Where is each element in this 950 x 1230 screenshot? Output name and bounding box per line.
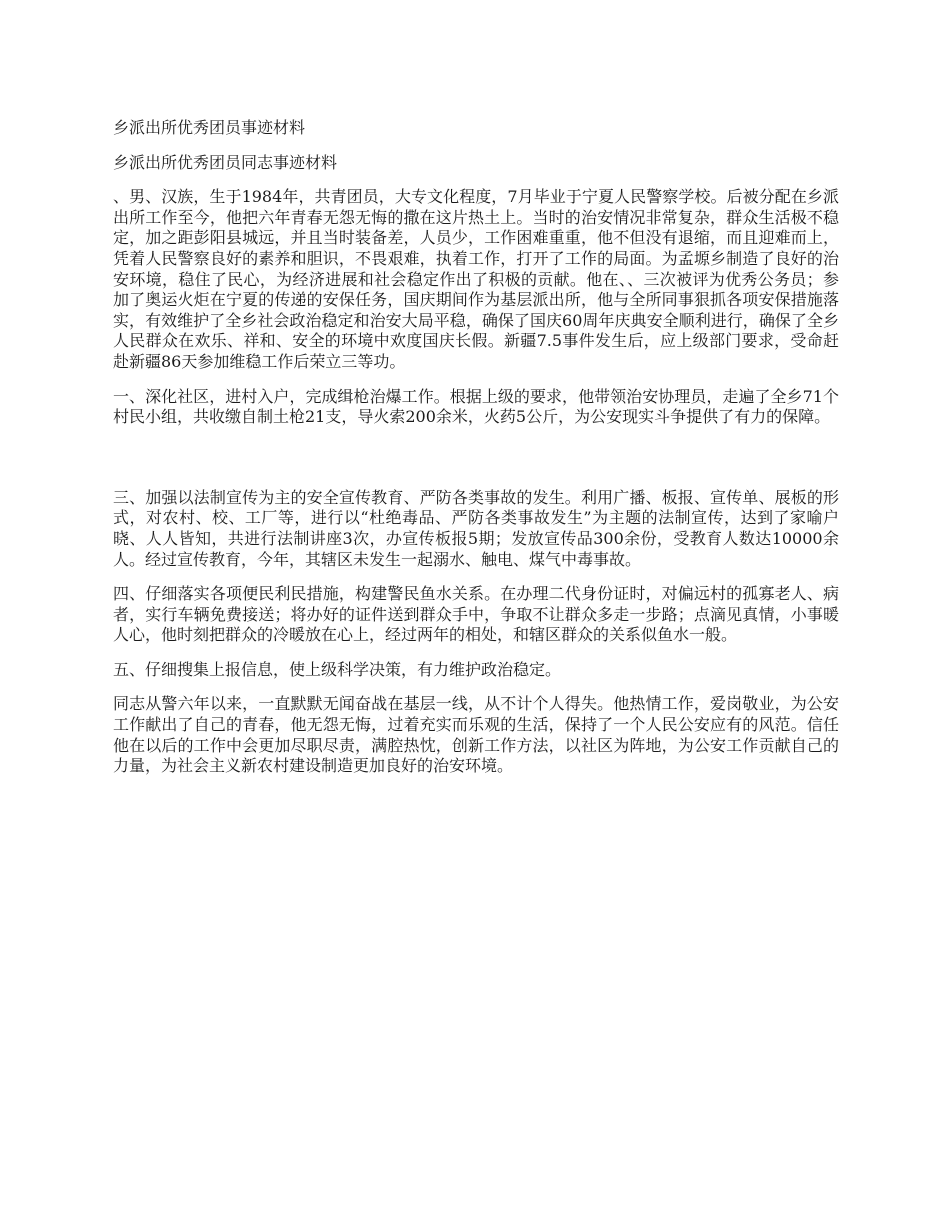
blank-gap — [113, 442, 839, 488]
document-title: 乡派出所优秀团员事迹材料 — [113, 118, 306, 137]
paragraph-section-3: 三、加强以法制宣传为主的安全宣传教育、严防各类事故的发生。利用广播、板报、宣传单、展板的形式，对农村、校、工厂等，进行以“杜绝毒品、严防各类事故发生”为主题的法制宣传，达到了家喻户晓、人人皆知，共进行法制讲座3次，办宣传板报5期；发放宣传品300余份，受教育人数达10000余人。经过宣传教育，今年，其辖区未发生一起溺水、触电、煤气中毒事故。 — [113, 487, 839, 569]
document-subtitle: 乡派出所优秀团员同志事迹材料 — [113, 152, 338, 172]
paragraph-intro: 、男、汉族，生于1984年，共青团员，大专文化程度，7月毕业于宁夏人民警察学校。后被分配在乡派出所工作至今，他把六年青春无怨无悔的撒在这片热土上。当时的治安情况非常复杂，群众生活极不稳定，加之距彭阳县城远，并且当时装备差，人员少，工作困难重重，他不但没有退缩，而且迎难而上，凭着人民警察良好的素养和胆识，不畏艰难，执着工作，打开了工作的局面。为孟塬乡制造了良好的治安环境，稳住了民心，为经济进展和社会稳定作出了积极的贡献。他在、、三次被评为优秀公务员；参加了奥运火炬在宁夏的传递的安保任务，国庆期间作为基层派出所，他与全所同事狠抓各项安保措施落实，有效维护了全乡社会政治稳定和治安大局平稳，确保了国庆60周年庆典安全顺利进行，确保了全乡人民群众在欢乐、祥和、安全的环境中欢度国庆长假。新疆7.5事件发生后，应上级部门要求，受命赶赴新疆86天参加维稳工作后荣立三等功。 — [113, 187, 839, 371]
paragraph-section-4: 四、仔细落实各项便民利民措施，构建警民鱼水关系。在办理二代身份证时，对偏远村的孤寡老人、病者，实行车辆免费接送；将办好的证件送到群众手中，争取不让群众多走一步路；点滴见真情，小事暖人心，他时刻把群众的冷暖放在心上，经过两年的相处，和辖区群众的关系似鱼水一般。 — [113, 584, 839, 645]
document-body — [113, 118, 839, 791]
paragraph-section-1: 一、深化社区，进村入户，完成缉枪治爆工作。根据上级的要求，他带领治安协理员，走遍了全乡71个村民小组，共收缴自制土枪21支，导火索200余米，火药5公斤，为公安现实斗争提供了有力的保障。 — [113, 386, 839, 427]
paragraph-closing: 同志从警六年以来，一直默默无闻奋战在基层一线，从不计个人得失。他热情工作，爱岗敬业，为公安工作献出了自己的青春，他无怨无悔，过着充实而乐观的生活，保持了一个人民公安应有的风范。信任他在以后的工作中会更加尽职尽责，满腔热忱，创新工作方法，以社区为阵地，为公安工作贡献自己的力量，为社会主义新农村建设制造更加良好的治安环境。 — [113, 694, 839, 776]
paragraph-section-5: 五、仔细搜集上报信息，使上级科学决策，有力维护政治稳定。 — [113, 659, 562, 679]
